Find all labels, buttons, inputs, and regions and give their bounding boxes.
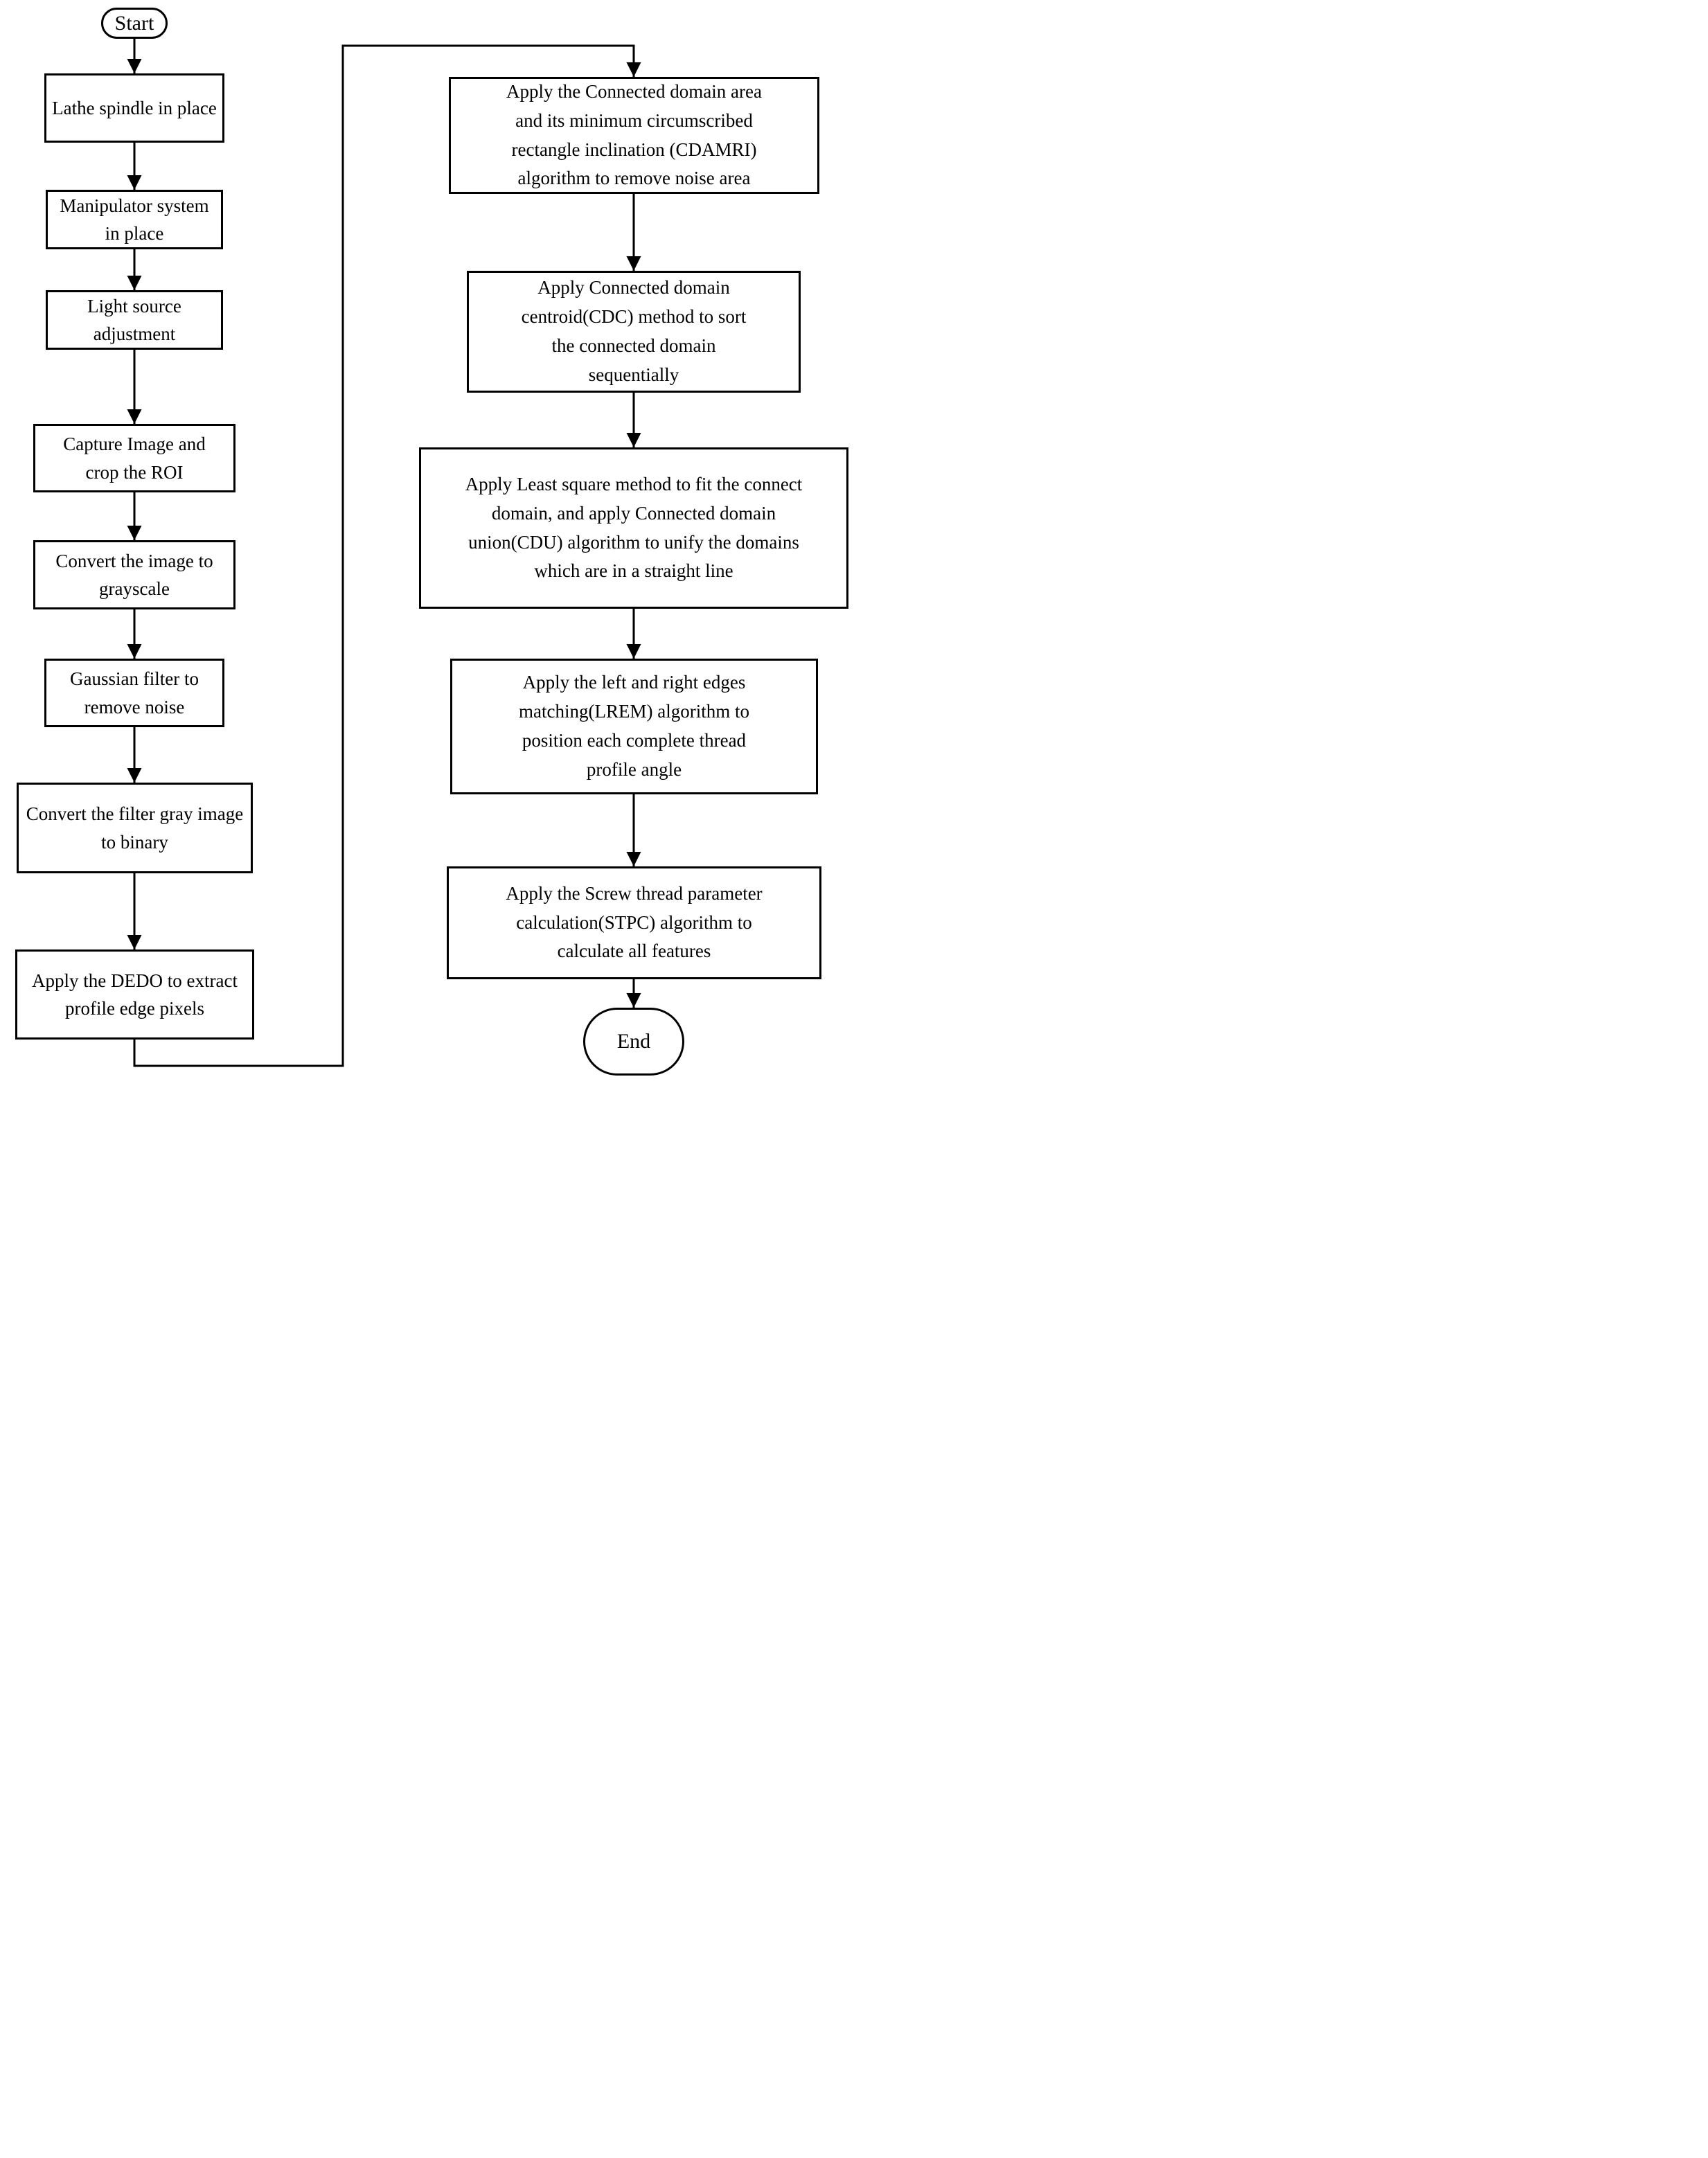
- start-terminal: Start: [101, 8, 168, 39]
- step-manipulator-system-in-place: Manipulator system in place: [46, 190, 223, 249]
- flowchart: [0, 0, 854, 1079]
- step-gaussian-filter: Gaussian filter to remove noise: [44, 659, 224, 727]
- step-apply-dedo: Apply the DEDO to extract profile edge pixels: [15, 949, 254, 1040]
- step-lrem-position-threads: Apply the left and right edges matching(LREM) algorithm to position each complete thread profile angle: [450, 659, 818, 794]
- step-stpc-calculate: Apply the Screw thread parameter calculation(STPC) algorithm to calculate all features: [447, 866, 821, 979]
- step-cdamri-remove-noise: Apply the Connected domain area and its minimum circumscribed rectangle inclination (CDAMRI) algorithm to remove noise area: [449, 77, 819, 194]
- step-convert-to-grayscale: Convert the image to grayscale: [33, 540, 235, 609]
- step-light-source-adjustment: Light source adjustment: [46, 290, 223, 350]
- step-capture-image-crop-roi: Capture Image and crop the ROI: [33, 424, 235, 492]
- end-terminal: End: [583, 1008, 684, 1076]
- step-lathe-spindle-in-place: Lathe spindle in place: [44, 73, 224, 143]
- step-cdc-sort-domains: Apply Connected domain centroid(CDC) method to sort the connected domain sequentially: [467, 271, 801, 393]
- step-least-square-cdu: Apply Least square method to fit the connect domain, and apply Connected domain union(CDU) algorithm to unify the domains which are in a straight line: [419, 447, 848, 609]
- step-convert-to-binary: Convert the filter gray image to binary: [17, 783, 253, 873]
